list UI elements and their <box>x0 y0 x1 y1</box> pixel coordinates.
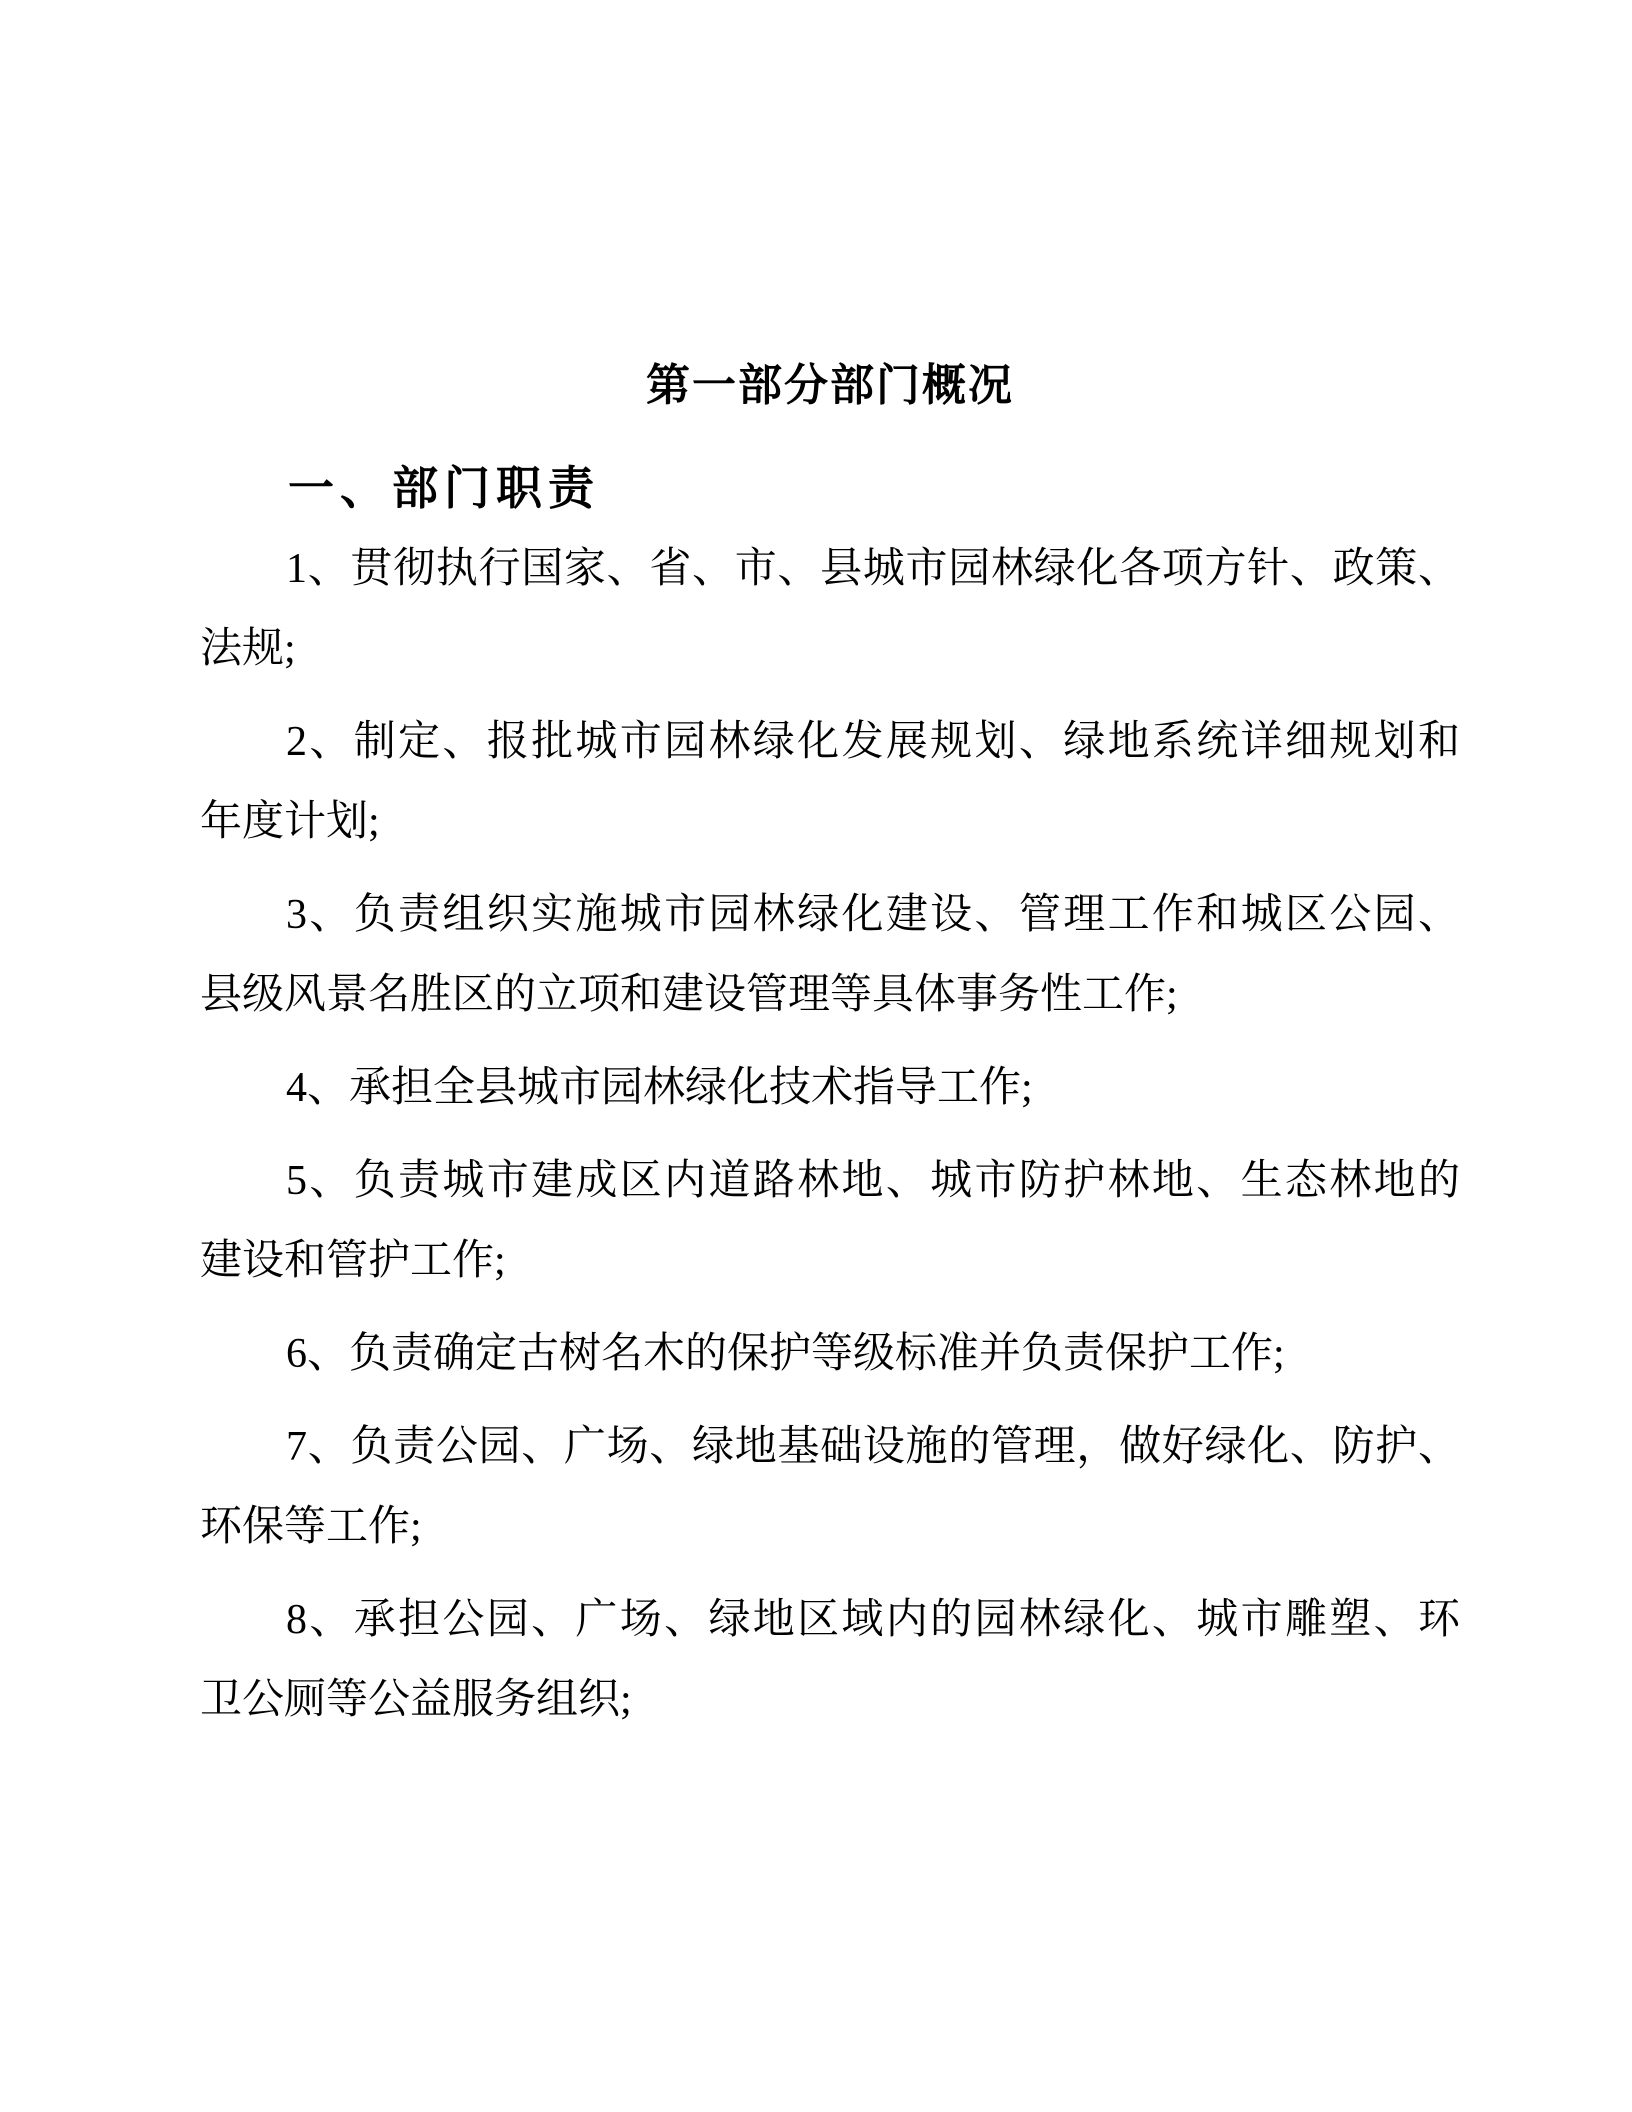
document-title: 第一部分部门概况 <box>646 361 1014 410</box>
list-item-1-line-1: 1、贯彻执行国家、省、市、县城市园林绿化各项方针、政策、 <box>286 546 1460 592</box>
list-item-5 <box>200 1141 1460 1301</box>
list-item-3-line-1: 3、负责组织实施城市园林绿化建设、管理工作和城区公园、 <box>286 892 1460 938</box>
list-item-5-line-2: 建设和管护工作; <box>200 1238 506 1284</box>
section-heading: 一、部门职责 <box>288 463 600 514</box>
list-item-7-line-2: 环保等工作; <box>200 1504 422 1550</box>
list-item-8 <box>200 1580 1460 1740</box>
list-item-1 <box>200 529 1460 689</box>
list-item-3 <box>200 875 1460 1035</box>
list-item-7 <box>200 1407 1460 1567</box>
list-item-1-line-2: 法规; <box>200 626 296 672</box>
list-item-6 <box>200 1314 1460 1394</box>
list-item-2-line-1: 2、制定、报批城市园林绿化发展规划、绿地系统详细规划和 <box>286 719 1460 765</box>
list-item-4 <box>200 1048 1460 1128</box>
list-item-8-line-2: 卫公厕等公益服务组织; <box>200 1677 632 1723</box>
responsibility-list <box>200 529 1460 1740</box>
list-item-7-line-1: 7、负责公园、广场、绿地基础设施的管理，做好绿化、防护、 <box>286 1424 1460 1470</box>
list-item-3-line-2: 县级风景名胜区的立项和建设管理等具体事务性工作; <box>200 972 1178 1018</box>
list-item-6-line-1: 6、负责确定古树名木的保护等级标准并负责保护工作; <box>286 1331 1285 1377</box>
list-item-8-line-1: 8、承担公园、广场、绿地区域内的园林绿化、城市雕塑、环 <box>286 1597 1460 1643</box>
list-item-2-line-2: 年度计划; <box>200 799 380 845</box>
document-content <box>200 0 1460 1740</box>
list-item-5-line-1: 5、负责城市建成区内道路林地、城市防护林地、生态林地的 <box>286 1158 1460 1204</box>
list-item-2 <box>200 702 1460 862</box>
list-item-4-line-1: 4、承担全县城市园林绿化技术指导工作; <box>286 1065 1033 1111</box>
